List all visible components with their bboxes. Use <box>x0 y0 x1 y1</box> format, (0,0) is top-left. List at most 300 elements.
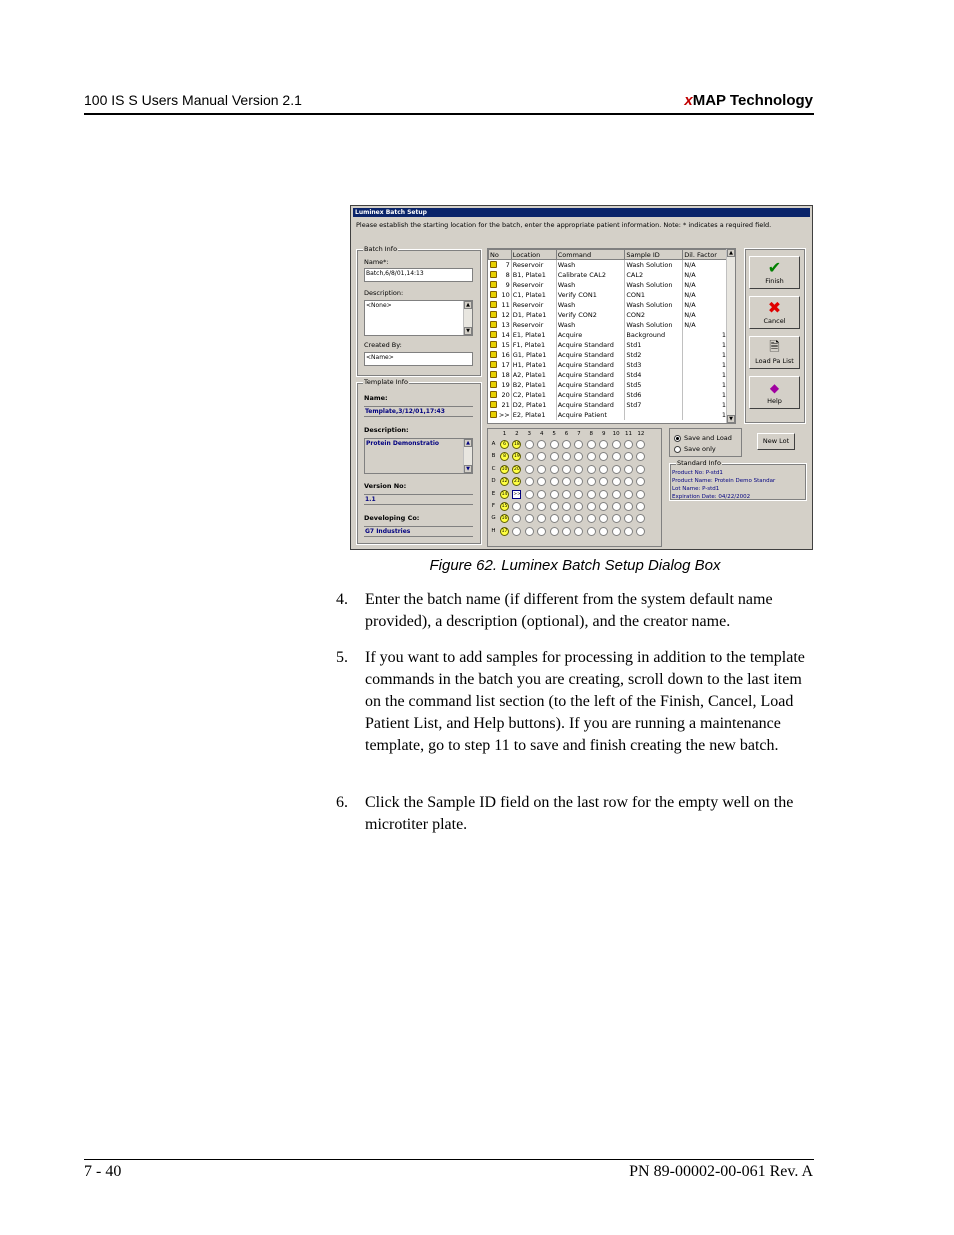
plate-well[interactable] <box>624 490 633 499</box>
lock-icon <box>490 281 497 288</box>
table-cell[interactable]: Reservoir <box>511 300 556 310</box>
column-header[interactable]: No <box>489 250 512 260</box>
plate-well[interactable] <box>587 452 596 461</box>
help-label: Help <box>767 397 782 405</box>
plate-well[interactable] <box>612 452 621 461</box>
plate-well[interactable]: 14 <box>501 491 508 497</box>
save-only-label: Save only <box>684 445 716 453</box>
batch-description-value: <None> <box>366 302 392 309</box>
table-cell[interactable]: Reservoir <box>511 260 556 271</box>
plate-well[interactable] <box>537 452 546 461</box>
plate-well[interactable] <box>574 465 583 474</box>
help-book-icon: ◆ <box>769 381 780 395</box>
plate-column-label: 10 <box>612 431 620 437</box>
table-cell[interactable]: 1 <box>683 400 728 410</box>
table-cell[interactable]: Reservoir <box>511 320 556 330</box>
template-description-scrollbar[interactable] <box>463 439 472 473</box>
column-header[interactable]: Command <box>556 250 625 260</box>
plate-well[interactable] <box>624 465 633 474</box>
table-cell[interactable] <box>625 410 683 420</box>
load-patient-list-button[interactable] <box>749 336 800 369</box>
plate-well[interactable] <box>562 490 571 499</box>
dialog-instruction: Please establish the starting location for the batch, enter the appropriate patient information. Note: * indicates a required field. <box>356 221 772 229</box>
plate-well[interactable] <box>525 514 534 523</box>
table-cell[interactable]: CAL2 <box>625 270 683 280</box>
table-cell[interactable]: A2, Plate1 <box>511 370 556 380</box>
created-by-input[interactable]: <Name> <box>364 352 473 366</box>
help-button[interactable] <box>749 376 800 409</box>
table-cell[interactable] <box>489 320 512 330</box>
plate-well[interactable] <box>587 490 596 499</box>
table-cell[interactable]: Std1 <box>625 340 683 350</box>
plate-well[interactable] <box>599 440 608 449</box>
plate-well[interactable] <box>587 527 596 536</box>
table-row[interactable] <box>489 320 728 330</box>
table-cell[interactable] <box>489 350 512 360</box>
plate-well[interactable] <box>562 440 571 449</box>
table-row[interactable] <box>489 340 728 350</box>
plate-row-label: B <box>491 453 496 460</box>
table-row[interactable] <box>489 280 728 290</box>
template-description-label: Description: <box>364 426 409 434</box>
scroll-up-icon[interactable]: ▲ <box>727 249 735 257</box>
plate-well[interactable] <box>612 477 621 486</box>
plate-well[interactable]: 6 <box>500 440 509 449</box>
lock-icon <box>490 271 497 278</box>
plate-well[interactable] <box>599 502 608 511</box>
standard-product-name: Product Name: Protein Demo Standar <box>672 478 776 484</box>
plate-well[interactable] <box>587 465 596 474</box>
plate-well[interactable]: 17 <box>501 528 508 534</box>
plate-well[interactable] <box>537 440 546 449</box>
table-cell[interactable]: 1 <box>683 370 728 380</box>
lock-icon <box>490 351 497 358</box>
table-cell[interactable]: 1 <box>683 360 728 370</box>
plate-well[interactable] <box>537 527 546 536</box>
table-cell[interactable]: Wash <box>556 320 625 330</box>
dialog-titlebar[interactable]: Luminex Batch Setup <box>353 208 810 217</box>
plate-well[interactable] <box>636 527 645 536</box>
plate-well[interactable] <box>636 452 645 461</box>
microtiter-plate[interactable] <box>487 428 662 547</box>
table-cell[interactable] <box>489 330 512 340</box>
plate-well[interactable] <box>624 514 633 523</box>
table-cell[interactable] <box>489 300 512 310</box>
table-cell[interactable]: CON2 <box>625 310 683 320</box>
table-cell[interactable]: Reservoir <box>511 280 556 290</box>
table-cell[interactable]: Background <box>625 330 683 340</box>
plate-row-label: E <box>491 490 496 497</box>
table-cell[interactable]: Acquire Standard <box>556 380 625 390</box>
table-cell[interactable]: E1, Plate1 <box>511 330 556 340</box>
table-row[interactable] <box>489 330 728 340</box>
plate-well[interactable]: 12 <box>501 479 508 485</box>
plate-well[interactable] <box>550 514 559 523</box>
row-number: 16 <box>501 350 510 359</box>
document-icon: 🗎 <box>769 340 780 355</box>
plate-well[interactable] <box>599 527 608 536</box>
row-number: 8 <box>505 270 510 279</box>
plate-well[interactable] <box>599 452 608 461</box>
plate-well[interactable] <box>624 502 633 511</box>
table-cell[interactable]: Acquire <box>556 330 625 340</box>
header-brand <box>684 92 813 109</box>
template-description-text: Protein Demonstratio <box>366 440 440 447</box>
plate-well[interactable] <box>512 514 521 523</box>
table-cell[interactable]: D2, Plate1 <box>511 400 556 410</box>
row-number: 7 <box>505 260 510 269</box>
row-number: 20 <box>501 390 510 399</box>
plate-column-label: 1 <box>500 431 509 437</box>
plate-well[interactable] <box>612 514 621 523</box>
plate-well[interactable] <box>562 502 571 511</box>
table-cell[interactable] <box>489 360 512 370</box>
table-cell[interactable]: Calibrate CAL2 <box>556 270 625 280</box>
table-cell[interactable]: N/A <box>683 270 728 280</box>
lock-icon <box>490 361 497 368</box>
footer-rule <box>84 1159 814 1160</box>
plate-well[interactable] <box>612 527 621 536</box>
table-cell[interactable]: N/A <box>683 310 728 320</box>
plate-well[interactable] <box>636 465 645 474</box>
plate-well[interactable] <box>624 440 633 449</box>
figure-caption: Figure 62. Luminex Batch Setup Dialog Box <box>429 557 721 574</box>
table-cell[interactable]: CON1 <box>625 290 683 300</box>
plate-well[interactable] <box>537 477 546 486</box>
table-scrollbar[interactable] <box>726 249 735 423</box>
table-cell[interactable] <box>489 380 512 390</box>
plate-well[interactable] <box>636 490 645 499</box>
plate-column-label: 12 <box>637 431 645 437</box>
scroll-down-icon[interactable]: ▼ <box>464 465 472 473</box>
table-cell[interactable]: Std2 <box>625 350 683 360</box>
row-number: 18 <box>501 370 510 379</box>
table-cell[interactable]: D1, Plate1 <box>511 310 556 320</box>
save-only-radio[interactable] <box>674 445 716 453</box>
lock-icon <box>490 341 497 348</box>
table-cell[interactable]: Acquire Patient <box>556 410 625 420</box>
batch-setup-dialog <box>350 205 813 550</box>
table-cell[interactable]: Acquire Standard <box>556 340 625 350</box>
table-cell[interactable]: F1, Plate1 <box>511 340 556 350</box>
plate-well[interactable] <box>550 465 559 474</box>
row-number: 12 <box>501 310 510 319</box>
table-cell[interactable]: Wash <box>556 280 625 290</box>
template-info-label: Template Info <box>364 378 409 386</box>
plate-well[interactable] <box>636 477 645 486</box>
table-cell[interactable] <box>489 410 512 420</box>
table-row[interactable] <box>489 300 728 310</box>
scroll-up-icon[interactable]: ▲ <box>464 301 472 309</box>
plate-well[interactable] <box>537 502 546 511</box>
template-description-value <box>364 438 473 474</box>
plate-well[interactable] <box>624 452 633 461</box>
row-number: 13 <box>501 320 510 329</box>
plate-well[interactable] <box>612 440 621 449</box>
table-cell[interactable]: Std3 <box>625 360 683 370</box>
plate-well[interactable]: 10 <box>501 466 508 472</box>
plate-well[interactable] <box>537 514 546 523</box>
plate-well[interactable] <box>612 490 621 499</box>
plate-well[interactable] <box>574 514 583 523</box>
plate-well[interactable] <box>562 477 571 486</box>
plate-well[interactable] <box>612 465 621 474</box>
plate-well[interactable] <box>525 452 534 461</box>
lock-icon <box>490 401 497 408</box>
scroll-down-icon[interactable]: ▼ <box>727 415 735 423</box>
table-cell[interactable]: 1 <box>683 390 728 400</box>
plate-well[interactable] <box>624 477 633 486</box>
plate-well[interactable] <box>550 502 559 511</box>
description-scrollbar[interactable] <box>463 301 472 335</box>
plate-well[interactable] <box>550 527 559 536</box>
plate-well[interactable] <box>525 440 534 449</box>
lock-icon <box>490 291 497 298</box>
row-number: 19 <box>501 380 510 389</box>
plate-well[interactable] <box>574 490 583 499</box>
table-cell[interactable]: E2, Plate1 <box>511 410 556 420</box>
table-cell[interactable]: Wash Solution <box>625 280 683 290</box>
plate-well[interactable] <box>525 502 534 511</box>
plate-well[interactable] <box>599 514 608 523</box>
page-number: 7 - 40 <box>84 1163 122 1180</box>
table-row[interactable] <box>489 380 728 390</box>
table-row[interactable] <box>489 310 728 320</box>
table-cell[interactable]: 1 <box>683 350 728 360</box>
lock-icon <box>490 331 497 338</box>
lock-icon <box>490 371 497 378</box>
checkmark-icon: ✔ <box>767 258 782 277</box>
table-cell[interactable]: Std6 <box>625 390 683 400</box>
plate-well[interactable] <box>537 490 546 499</box>
table-cell[interactable] <box>489 400 512 410</box>
table-row[interactable] <box>489 410 728 420</box>
column-header[interactable]: Location <box>511 250 556 260</box>
table-row[interactable] <box>489 260 728 271</box>
part-number: PN 89-00002-00-061 Rev. A <box>629 1163 813 1180</box>
load-label: Load Pa List <box>755 357 794 365</box>
header-manual-title: 100 IS S Users Manual Version 2.1 <box>84 92 302 108</box>
lock-icon <box>490 321 497 328</box>
table-cell[interactable]: B1, Plate1 <box>511 270 556 280</box>
plate-column-label: 3 <box>525 431 534 437</box>
plate-well[interactable] <box>525 490 534 499</box>
table-row[interactable] <box>489 290 728 300</box>
finish-button[interactable] <box>749 256 800 289</box>
radio-selected-icon <box>674 435 681 442</box>
table-cell[interactable]: Acquire Standard <box>556 360 625 370</box>
plate-well[interactable] <box>587 477 596 486</box>
plate-well[interactable] <box>562 514 571 523</box>
row-number: 17 <box>501 360 510 369</box>
lock-icon <box>490 411 497 418</box>
plate-well[interactable] <box>512 502 521 511</box>
plate-row-label: D <box>491 478 496 485</box>
plate-well[interactable]: >> <box>513 491 521 497</box>
plate-column-label: 11 <box>625 431 632 437</box>
brand-rest: MAP Technology <box>692 92 813 109</box>
brand-x: x <box>684 92 693 109</box>
save-and-load-radio[interactable] <box>674 434 732 442</box>
standard-info-label: Standard Info <box>677 459 721 467</box>
plate-well[interactable]: 8 <box>500 452 509 461</box>
column-header[interactable]: Sample ID <box>625 250 683 260</box>
table-cell[interactable] <box>489 310 512 320</box>
batch-description-input[interactable] <box>364 300 473 336</box>
table-row[interactable] <box>489 370 728 380</box>
new-lot-button[interactable]: New Lot <box>757 433 795 450</box>
version-label: Version No: <box>364 482 407 490</box>
lock-icon <box>490 311 497 318</box>
plate-well[interactable] <box>587 514 596 523</box>
table-cell[interactable]: Wash Solution <box>625 320 683 330</box>
row-number: 14 <box>501 330 510 339</box>
table-cell[interactable]: H1, Plate1 <box>511 360 556 370</box>
plate-well[interactable] <box>550 490 559 499</box>
table-cell[interactable]: N/A <box>683 260 728 271</box>
table-cell[interactable]: N/A <box>683 320 728 330</box>
plate-column-label: 9 <box>599 431 608 437</box>
close-icon: ✖ <box>767 298 782 317</box>
table-cell[interactable]: G1, Plate1 <box>511 350 556 360</box>
table-cell[interactable] <box>489 290 512 300</box>
table-cell[interactable]: 1 <box>683 380 728 390</box>
table-cell[interactable]: Acquire Standard <box>556 390 625 400</box>
table-cell[interactable]: 1 <box>683 410 728 420</box>
plate-well[interactable] <box>574 527 583 536</box>
step-number: 6. <box>336 794 348 811</box>
plate-well[interactable] <box>525 477 534 486</box>
cancel-label: Cancel <box>763 317 786 325</box>
table-cell[interactable] <box>489 260 512 271</box>
table-cell[interactable]: Acquire Standard <box>556 400 625 410</box>
table-cell[interactable] <box>489 370 512 380</box>
table-cell[interactable] <box>489 280 512 290</box>
plate-well[interactable] <box>550 477 559 486</box>
table-cell[interactable] <box>489 390 512 400</box>
plate-well[interactable] <box>624 527 633 536</box>
table-cell[interactable]: 1 <box>683 340 728 350</box>
plate-well[interactable]: 18 <box>514 442 520 447</box>
plate-well[interactable] <box>562 465 571 474</box>
table-cell[interactable]: Acquire Standard <box>556 370 625 380</box>
column-header[interactable]: Dil. Factor <box>683 250 728 260</box>
developer-value: G7 Industries <box>364 526 473 537</box>
command-table[interactable] <box>487 248 736 424</box>
table-cell[interactable]: 1 <box>683 330 728 340</box>
table-cell[interactable] <box>489 340 512 350</box>
plate-well[interactable]: 21 <box>514 479 520 485</box>
plate-well[interactable] <box>550 440 559 449</box>
plate-column-label: 6 <box>562 431 571 437</box>
plate-well[interactable] <box>574 502 583 511</box>
table-cell[interactable]: Std5 <box>625 380 683 390</box>
plate-well[interactable] <box>550 452 559 461</box>
table-cell[interactable]: Wash <box>556 260 625 271</box>
plate-column-label: 5 <box>550 431 559 437</box>
table-cell[interactable]: Acquire Standard <box>556 350 625 360</box>
batch-info-label: Batch Info <box>364 245 398 253</box>
table-row[interactable] <box>489 350 728 360</box>
plate-well[interactable] <box>636 440 645 449</box>
step-number: 4. <box>336 591 348 608</box>
template-name-label: Name: <box>364 394 388 402</box>
template-name-value: Template,3/12/01,17:43 <box>364 406 473 417</box>
plate-well[interactable] <box>599 477 608 486</box>
table-cell[interactable]: N/A <box>683 300 728 310</box>
table-cell[interactable]: Std4 <box>625 370 683 380</box>
save-and-load-label: Save and Load <box>684 434 732 442</box>
plate-well[interactable] <box>574 452 583 461</box>
plate-row-label: G <box>491 515 496 522</box>
table-cell[interactable]: B2, Plate1 <box>511 380 556 390</box>
plate-well[interactable] <box>612 502 621 511</box>
plate-well[interactable] <box>525 465 534 474</box>
cancel-button[interactable] <box>749 296 800 329</box>
plate-well[interactable] <box>636 514 645 523</box>
table-row[interactable] <box>489 360 728 370</box>
plate-well[interactable]: 20 <box>514 466 520 472</box>
table-cell[interactable]: N/A <box>683 280 728 290</box>
plate-well[interactable] <box>537 465 546 474</box>
row-number: 9 <box>505 280 510 289</box>
batch-name-input[interactable]: Batch,6/8/01,14:13 <box>364 268 473 282</box>
plate-well[interactable] <box>512 527 521 536</box>
table-cell[interactable]: Wash Solution <box>625 260 683 271</box>
scroll-down-icon[interactable]: ▼ <box>464 327 472 335</box>
table-row[interactable] <box>489 400 728 410</box>
table-cell[interactable]: C2, Plate1 <box>511 390 556 400</box>
table-cell[interactable]: C1, Plate1 <box>511 290 556 300</box>
plate-well[interactable] <box>587 440 596 449</box>
plate-well[interactable] <box>574 440 583 449</box>
table-cell[interactable]: Std7 <box>625 400 683 410</box>
scroll-up-icon[interactable]: ▲ <box>464 439 472 447</box>
plate-well[interactable]: 15 <box>501 504 508 509</box>
plate-well[interactable]: 16 <box>501 516 508 522</box>
table-cell[interactable]: N/A <box>683 290 728 300</box>
standard-lot-name: Lot Name: P-std1 <box>672 486 720 492</box>
step-text: Click the Sample ID field on the last row for the empty well on the microtiter plate. <box>365 794 794 833</box>
table-cell[interactable]: Wash Solution <box>625 300 683 310</box>
radio-unselected-icon <box>674 446 681 453</box>
table-cell[interactable]: Verify CON1 <box>556 290 625 300</box>
table-row[interactable] <box>489 270 728 280</box>
plate-well[interactable]: 19 <box>514 454 520 460</box>
step-text: Enter the batch name (if different from the system default name provided), a description (optional), and the creator name. <box>365 591 773 630</box>
plate-well[interactable] <box>562 452 571 461</box>
standard-product-no: Product No: P-std1 <box>672 470 723 476</box>
table-cell[interactable]: Verify CON2 <box>556 310 625 320</box>
plate-well[interactable] <box>599 465 608 474</box>
table-row[interactable] <box>489 390 728 400</box>
row-number: 10 <box>501 290 510 299</box>
plate-well[interactable] <box>574 477 583 486</box>
save-options-group <box>669 428 742 457</box>
standard-expiration: Expiration Date: 04/22/2002 <box>672 494 751 500</box>
plate-well[interactable] <box>562 527 571 536</box>
plate-well[interactable] <box>636 502 645 511</box>
plate-column-label: 7 <box>574 431 583 437</box>
plate-row-label: F <box>491 503 496 509</box>
plate-well[interactable] <box>525 527 534 536</box>
plate-well[interactable] <box>587 502 596 511</box>
plate-column-label: 8 <box>587 431 596 437</box>
table-cell[interactable]: Wash <box>556 300 625 310</box>
table-cell[interactable] <box>489 270 512 280</box>
plate-well[interactable] <box>599 490 608 499</box>
lock-icon <box>490 261 497 268</box>
